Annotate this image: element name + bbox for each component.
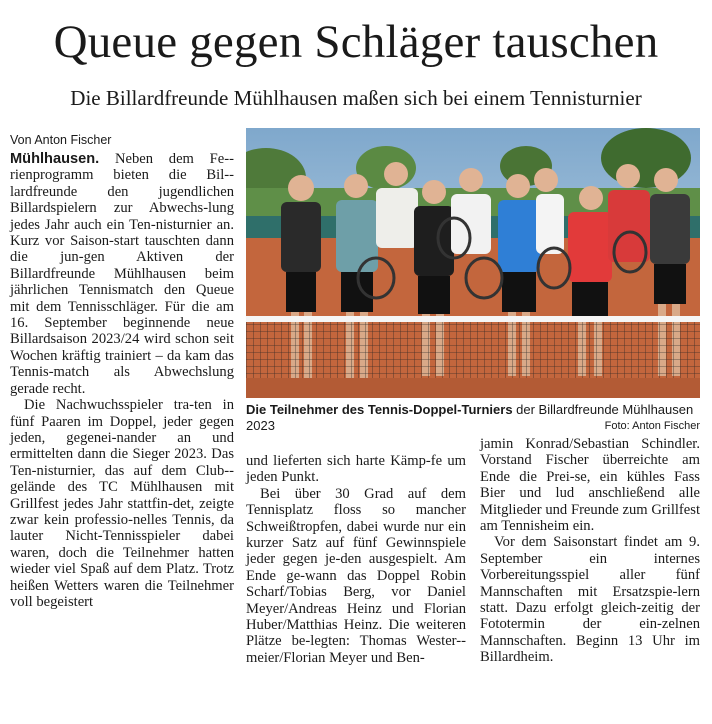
article-column-2 — [246, 453, 466, 666]
team-photo-illustration — [246, 128, 700, 398]
tennis-net — [246, 320, 700, 378]
caption-text: der Billardfreunde Mühlhausen 2023 — [246, 402, 694, 433]
subheadline: Die Billardfreunde Mühlhausen maßen sich bei einem Tennisturnier — [70, 86, 642, 110]
headline: Queue gegen Schläger tauschen — [53, 16, 659, 68]
photo-caption — [246, 402, 700, 434]
paragraph-2-continued: und lieferten sich harte Kämp-fe um jeden Punkt. — [246, 453, 466, 486]
paragraph-3-continued: jamin Konrad/Sebastian Schindler. Vorstand Fischer überreichte am Ende die Prei-se, ein kühles Fass Bier und lud anschließend alle Mitglieder und Freunde zum Grillfest am Tennisheim ein. — [480, 436, 700, 535]
team-photo — [246, 128, 700, 398]
caption-bold: Die Teilnehmer des Tennis-Doppel-Turniers — [246, 402, 513, 417]
article-column-1 — [10, 151, 234, 610]
paragraph-2: Die Nachwuchsspieler tra-ten in fünf Paaren im Doppel, jeder gegen jeden, gegenei-nander an und ermittelten dann die Sieger 2023. Das Ten-nisturnier, das auf dem Club-gelände des TC Mühlhausen mit Grillfest jedes Jahr stattfin-det, zeigte zwar kein professio-nelles Tennis, da lauter Nicht-Tennisspieler dabei waren, doch die Teilnehmer hatten wieder viel Spaß auf dem Platz. Trotz heißen Wetters waren die Teilnehmer voll begeistert — [10, 397, 234, 610]
lead-paragraph — [10, 151, 234, 397]
paragraph-3: Bei über 30 Grad auf dem Tennisplatz floss so mancher Schweißtropfen, dabei wurde nur ein kurzer Satz auf fünf Gewinnspiele jeder gegen je-den ausgespielt. Am Ende ge-wann das Doppel Robin Scharf/Tobias Berg, vor Daniel Meyer/Andreas Heinz und Florian Huber/Matthias Heinz. Die weiteren Plätze be-legten: Thomas Wester-meier/Florian Meyer und Ben- — [246, 485, 466, 666]
photo-credit: Foto: Anton Fischer — [604, 420, 700, 432]
byline: Von Anton Fischer — [10, 133, 112, 147]
paragraph-4: Vor dem Saisonstart findet am 9. September ein internes Vorbereitungsspiel aller fünf Mannschaften mit Ersatzspie-lern statt. Dazu erfolgt gleich-zeitig der Fototermin der ein-zelnen Mannschaften. Beginn 13 Uhr im Billardheim. — [480, 534, 700, 666]
article-column-3 — [480, 436, 700, 666]
dateline: Mühlhausen. — [10, 151, 100, 167]
lead-text: Neben dem Fe-rienprogramm bieten die Bil-lardfreunde den jugendlichen Billardspielern zur Abwechs-lung jedes Jahr auch ein Ten-nisturnier an. Kurz vor Saison-start tauschten dann die jun-gen Aktiven der Billardfreunde Mühlhausen beim jährlichen Tennismatch den Queue mit dem Tennisschläger. Für die am 16. September beginnende neue Billardsaison 2023/24 wird schon seit Wochen kräftig trainiert – da kam das Tennis-match als Abwechslung gerade recht. — [10, 151, 234, 397]
